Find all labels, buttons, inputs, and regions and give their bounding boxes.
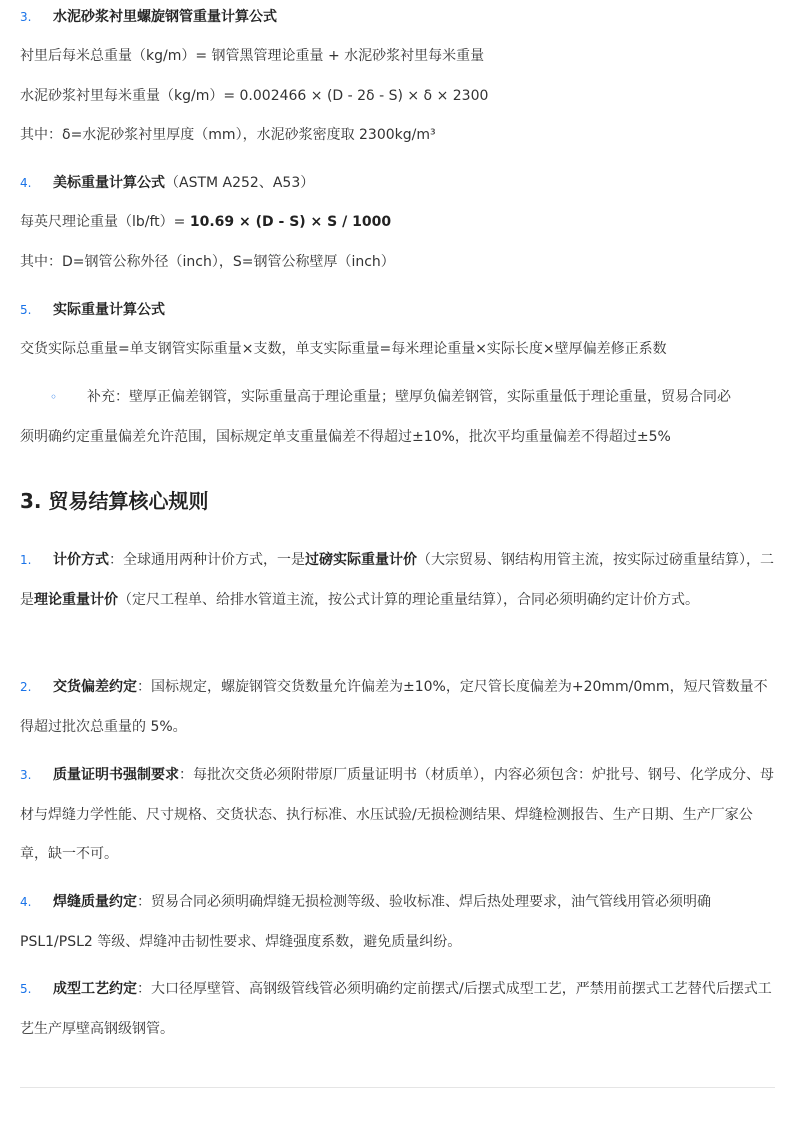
rule-emphasis: 理论重量计价	[34, 591, 118, 608]
supplement-text: 须明确约定重量偏差允许范围，国标规定单支重量偏差不得超过±10%，批次平均重量偏差不得超过±5%	[20, 428, 671, 445]
rule-text: ：国标规定，螺旋钢管交货数量允许偏差为±10%，定尺管长度偏差为+20mm/0mm，短尺管数量不得超过批次总重量的 5%。	[20, 679, 768, 735]
list-number: 4.	[20, 895, 32, 909]
formula-line: 水泥砂浆衬里每米重量（kg/m）= 0.002466 × (D - 2δ - S) × δ × 2300	[20, 88, 489, 104]
rule-text: ：贸易合同必须明确焊缝无损检测等级、验收标准、焊后热处理要求，油气管线用管必须明确 PSL1/PSL2 等级、焊缝冲击韧性要求、焊缝强度系数，避免质量纠纷。	[20, 894, 711, 950]
formula-line: 衬里后每米总重量（kg/m）= 钢管黑管理论重量 + 水泥砂浆衬里每米重量	[20, 48, 485, 64]
rule-text: （定尺工程单、给排水管道主流，按公式计算的理论重量结算），合同必须明确约定计价方式。	[118, 591, 699, 608]
rule-text: ：大口径厚壁管、高钢级管线管必须明确约定前摆式/后摆式成型工艺，严禁用前摆式工艺替代后摆式工艺生产厚壁高钢级钢管。	[20, 981, 772, 1037]
formula-line: 交货实际总重量=单支钢管实际重量×支数，单支实际重量=每米理论重量×实际长度×壁厚偏差修正系数	[20, 341, 667, 357]
bullet-icon: ◦	[50, 390, 58, 404]
subheading-title: 美标重量计算公式	[53, 175, 165, 191]
list-number: 5.	[20, 303, 32, 317]
rule-title: 质量证明书强制要求	[53, 767, 179, 783]
list-number: 3.	[20, 10, 32, 24]
rule-title: 成型工艺约定	[53, 981, 137, 997]
list-number: 1.	[20, 553, 32, 567]
rule-text: （大宗贸易、钢结构用管主流，按实际过磅重量结算），二是	[20, 552, 774, 608]
subheading-title: 实际重量计算公式	[53, 302, 165, 318]
subheading-title: 水泥砂浆衬里螺旋钢管重量计算公式	[53, 9, 277, 25]
list-number: 3.	[20, 768, 32, 782]
rule-item	[20, 756, 775, 875]
section-title: 3. 贸易结算核心规则	[20, 489, 209, 513]
rule-item	[20, 668, 775, 747]
divider	[20, 1087, 775, 1088]
formula-expression: 10.69 × (D - S) × S / 1000	[189, 214, 392, 230]
rule-text: ：每批次交货必须附带原厂质量证明书（材质单），内容必须包含：炉批号、钢号、化学成分、母材与焊缝力学性能、尺寸规格、交货状态、执行标准、水压试验/无损检测结果、焊缝检测报告、生产日期、生产厂家公章，缺一不可。	[20, 767, 774, 862]
rule-item	[20, 970, 775, 1049]
formula-note: 其中：D=钢管公称外径（inch），S=钢管公称壁厚（inch）	[20, 254, 395, 270]
rule-title: 焊缝质量约定	[53, 894, 137, 910]
formula-note: 其中：δ=水泥砂浆衬里厚度（mm），水泥砂浆密度取 2300kg/m³	[20, 127, 436, 143]
subheading-suffix: （ASTM A252、A53）	[165, 175, 315, 191]
rule-title: 交货偏差约定	[53, 679, 137, 695]
list-number: 5.	[20, 982, 32, 996]
list-number: 4.	[20, 176, 32, 190]
rule-item	[20, 541, 775, 620]
subheading-actual-weight	[20, 300, 775, 320]
rule-emphasis: 过磅实际重量计价	[305, 552, 417, 568]
list-number: 2.	[20, 680, 32, 694]
formula-label: 每英尺理论重量（lb/ft）=	[20, 214, 190, 230]
supplement-text: 补充：壁厚正偏差钢管，实际重量高于理论重量；壁厚负偏差钢管，实际重量低于理论重量，贸易合同必	[87, 389, 731, 405]
rule-item	[20, 883, 775, 962]
subheading-lining-formula	[20, 7, 775, 27]
rule-title: 计价方式	[53, 552, 109, 568]
supplement-note	[20, 378, 765, 457]
subheading-astm-formula	[20, 173, 775, 193]
formula-line	[20, 212, 775, 232]
rule-text: ：全球通用两种计价方式，一是	[109, 552, 305, 568]
